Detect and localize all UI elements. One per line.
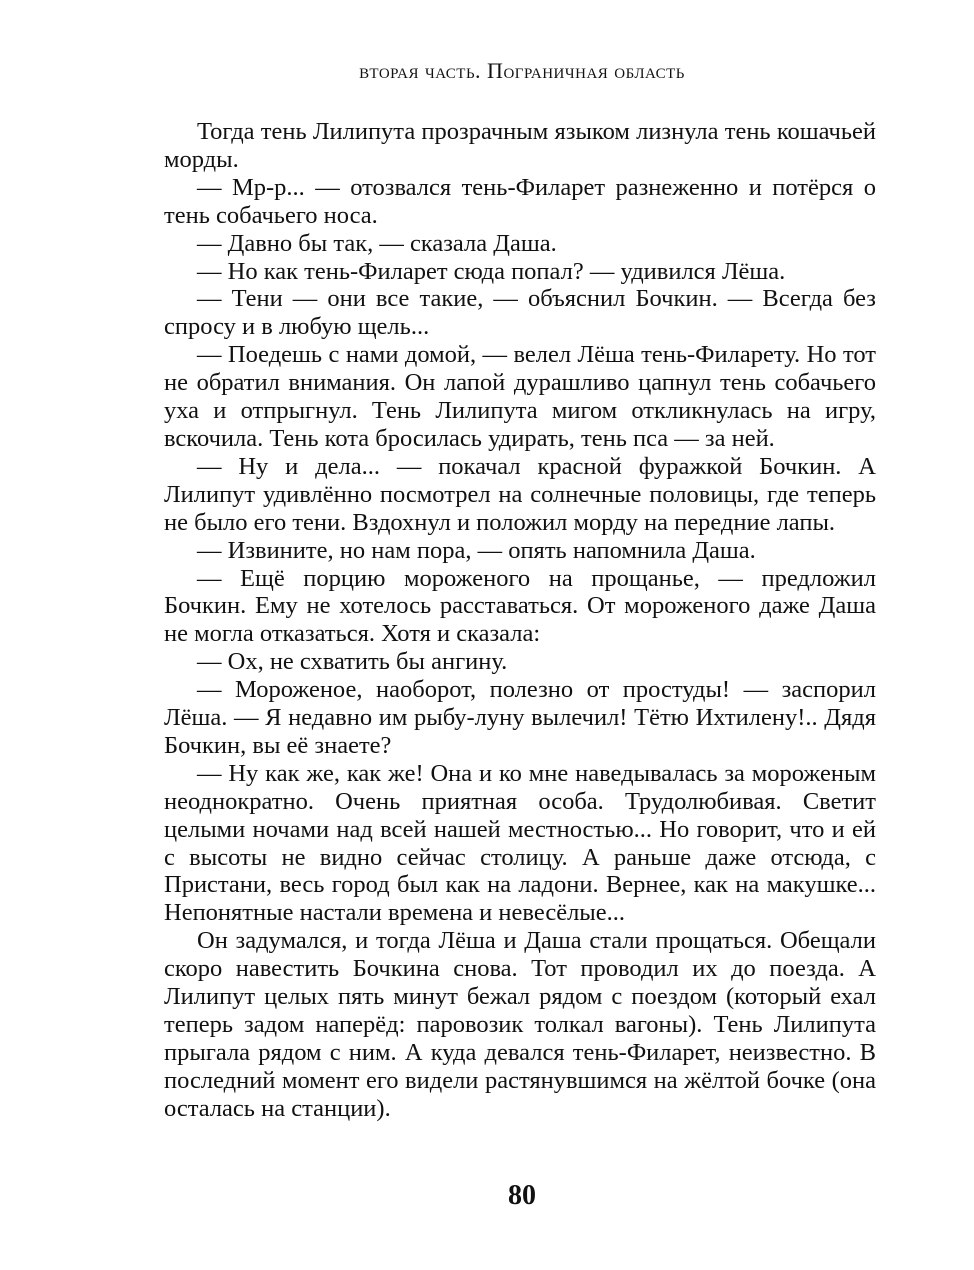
running-header: вторая часть. Пограничная область — [359, 58, 685, 83]
paragraph: — Мр-р... — отозвался тень-Филарет разнеженно и потёрся о тень собачьего носа. — [164, 173, 876, 229]
paragraph: — Ну как же, как же! Она и ко мне наведывалась за мороженым неоднократно. Очень приятная особа. Трудолюбивая. Светит целыми ночами над всей нашей местностью... Но говорит, что и ей с высоты не видно сейчас столицу. А раньше даже отсюда, с Пристани, весь город был как на ладони. Вернее, как на макушке... Непонятные настали времена и невесёлые... — [164, 759, 876, 927]
paragraph: — Но как тень-Филарет сюда попал? — удивился Лёша. — [197, 257, 786, 285]
paragraph: — Ох, не схватить бы ангину. — [197, 648, 508, 676]
paragraph: — Давно бы так, — сказала Даша. — [197, 229, 557, 257]
paragraph: — Мороженое, наоборот, полезно от простуды! — заспорил Лёша. — Я недавно им рыбу-луну вылечил! Тётю Ихтилену!.. Дядя Бочкин, вы её знаете? — [164, 676, 876, 759]
paragraph: — Поедешь с нами домой, — велел Лёша тень-Филарету. Но тот не обратил внимания. Он лапой дурашливо цапнул тень собачьего уха и отпрыгнул. Тень Лилипута мигом откликнулась на игру, вскочила. Тень кота бросилась удирать, тень пса — за ней. — [164, 341, 876, 452]
paragraph: — Извините, но нам пора, — опять напомнила Даша. — [197, 536, 756, 564]
paragraph: — Ещё порцию мороженого на прощанье, — предложил Бочкин. Ему не хотелось расставаться. От мороженого даже Даша не могла отказаться. Хотя и сказала: — [164, 564, 876, 648]
body-text — [164, 118, 876, 1123]
page-number: 80 — [508, 1180, 536, 1211]
paragraph: — Тени — они все такие, — объяснил Бочкин. — Всегда без спросу и в любую щель... — [164, 285, 876, 341]
paragraph: — Ну и дела... — покачал красной фуражкой Бочкин. А Лилипут удивлённо посмотрел на солнечные половицы, где теперь не было его тени. Вздохнул и положил морду на передние лапы. — [164, 452, 876, 536]
paragraph: Тогда тень Лилипута прозрачным языком лизнула тень кошачьей морды. — [164, 118, 876, 173]
paragraph: Он задумался, и тогда Лёша и Даша стали прощаться. Обещали скоро навестить Бочкина снова. Тот проводил их до поезда. А Лилипут целых пять минут бежал рядом с поездом (который ехал теперь задом наперёд: паровозик толкал вагоны). Тень Лилипута прыгала рядом с ним. А куда девался тень-Филарет, неизвестно. В последний момент его видели растянувшимся на жёлтой бочке (она осталась на станции). — [164, 927, 876, 1122]
